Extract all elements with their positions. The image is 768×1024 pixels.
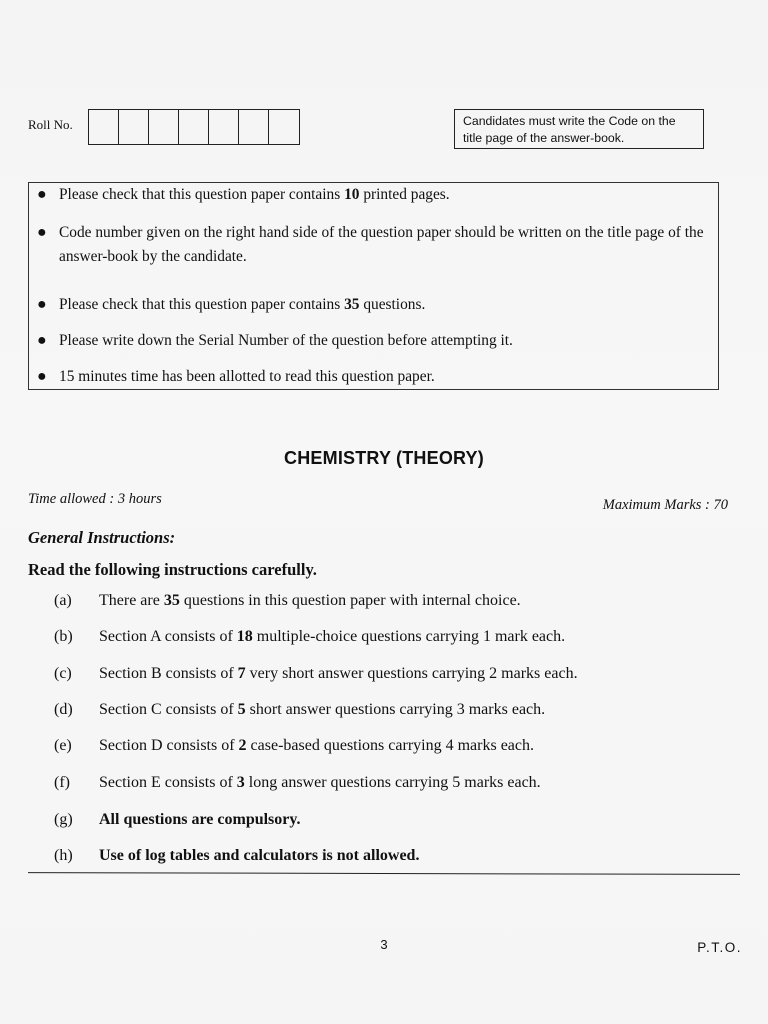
instruction-text: Section D consists of 2 case-based questions carrying 4 marks each. bbox=[99, 737, 534, 754]
instruction-letter: (b) bbox=[54, 628, 73, 645]
roll-digit-box[interactable] bbox=[209, 110, 239, 144]
check-text: Please write down the Serial Number of the question before attempting it. bbox=[59, 332, 513, 349]
read-instructions-heading: Read the following instructions carefully. bbox=[28, 560, 317, 579]
roll-digit-box[interactable] bbox=[149, 110, 179, 144]
bullet-icon: ● bbox=[37, 186, 47, 203]
instruction-item bbox=[54, 737, 534, 755]
check-text: Please check that this question paper contains 10 printed pages. bbox=[59, 186, 450, 203]
instruction-text: There are 35 questions in this question paper with internal choice. bbox=[99, 592, 521, 609]
check-item bbox=[37, 183, 711, 207]
instruction-letter: (c) bbox=[54, 665, 72, 682]
code-note-box: Candidates must write the Code on the title page of the answer-book. bbox=[454, 109, 704, 149]
check-text: Please check that this question paper contains 35 questions. bbox=[59, 296, 426, 313]
roll-digit-box[interactable] bbox=[269, 110, 299, 144]
instruction-item bbox=[54, 701, 545, 719]
roll-digit-box[interactable] bbox=[119, 110, 149, 144]
check-text: Code number given on the right hand side of the question paper should be written on the title page of the answer-book by the candidate. bbox=[59, 224, 704, 265]
check-item bbox=[37, 293, 711, 317]
maximum-marks: Maximum Marks : 70 bbox=[602, 497, 728, 513]
instruction-letter: (a) bbox=[54, 592, 72, 609]
instruction-letter: (e) bbox=[54, 737, 72, 754]
check-item bbox=[37, 329, 711, 353]
instruction-item bbox=[54, 628, 565, 646]
pto-label: P.T.O. bbox=[697, 940, 742, 955]
bullet-icon: ● bbox=[37, 368, 47, 385]
instruction-item bbox=[54, 811, 301, 829]
bullet-icon: ● bbox=[37, 332, 47, 349]
horizontal-rule bbox=[28, 872, 740, 875]
roll-digit-box[interactable] bbox=[179, 110, 209, 144]
check-text: 15 minutes time has been allotted to read this question paper. bbox=[59, 368, 435, 385]
bullet-icon: ● bbox=[37, 296, 47, 313]
bullet-icon: ● bbox=[37, 224, 47, 241]
roll-number-label: Roll No. bbox=[28, 117, 73, 132]
paper-title: CHEMISTRY (THEORY) bbox=[284, 448, 484, 468]
instruction-item bbox=[54, 774, 541, 792]
instruction-item bbox=[54, 665, 578, 683]
general-instructions-heading: General Instructions: bbox=[28, 528, 176, 547]
roll-digit-box[interactable] bbox=[89, 110, 119, 144]
instruction-item bbox=[54, 592, 521, 610]
instruction-text: Section E consists of 3 long answer questions carrying 5 marks each. bbox=[99, 774, 541, 791]
instruction-text: Section C consists of 5 short answer questions carrying 3 marks each. bbox=[99, 701, 546, 718]
instruction-letter: (h) bbox=[54, 847, 73, 864]
instruction-text: Section A consists of 18 multiple-choice questions carrying 1 mark each. bbox=[99, 628, 566, 645]
check-item bbox=[37, 221, 711, 269]
instruction-letter: (f) bbox=[54, 774, 70, 791]
page-number: 3 bbox=[380, 937, 388, 952]
roll-digit-box[interactable] bbox=[239, 110, 269, 144]
instruction-letter: (d) bbox=[54, 701, 73, 718]
roll-number-boxes[interactable] bbox=[88, 109, 300, 145]
instruction-text: Use of log tables and calculators is not allowed. bbox=[99, 847, 420, 864]
instruction-text: All questions are compulsory. bbox=[99, 811, 301, 828]
instruction-letter: (g) bbox=[54, 811, 73, 828]
time-allowed: Time allowed : 3 hours bbox=[28, 491, 162, 507]
check-instructions-box bbox=[28, 182, 719, 390]
check-item bbox=[37, 365, 711, 389]
instruction-text: Section B consists of 7 very short answer questions carrying 2 marks each. bbox=[99, 665, 578, 682]
instruction-item bbox=[54, 847, 419, 865]
